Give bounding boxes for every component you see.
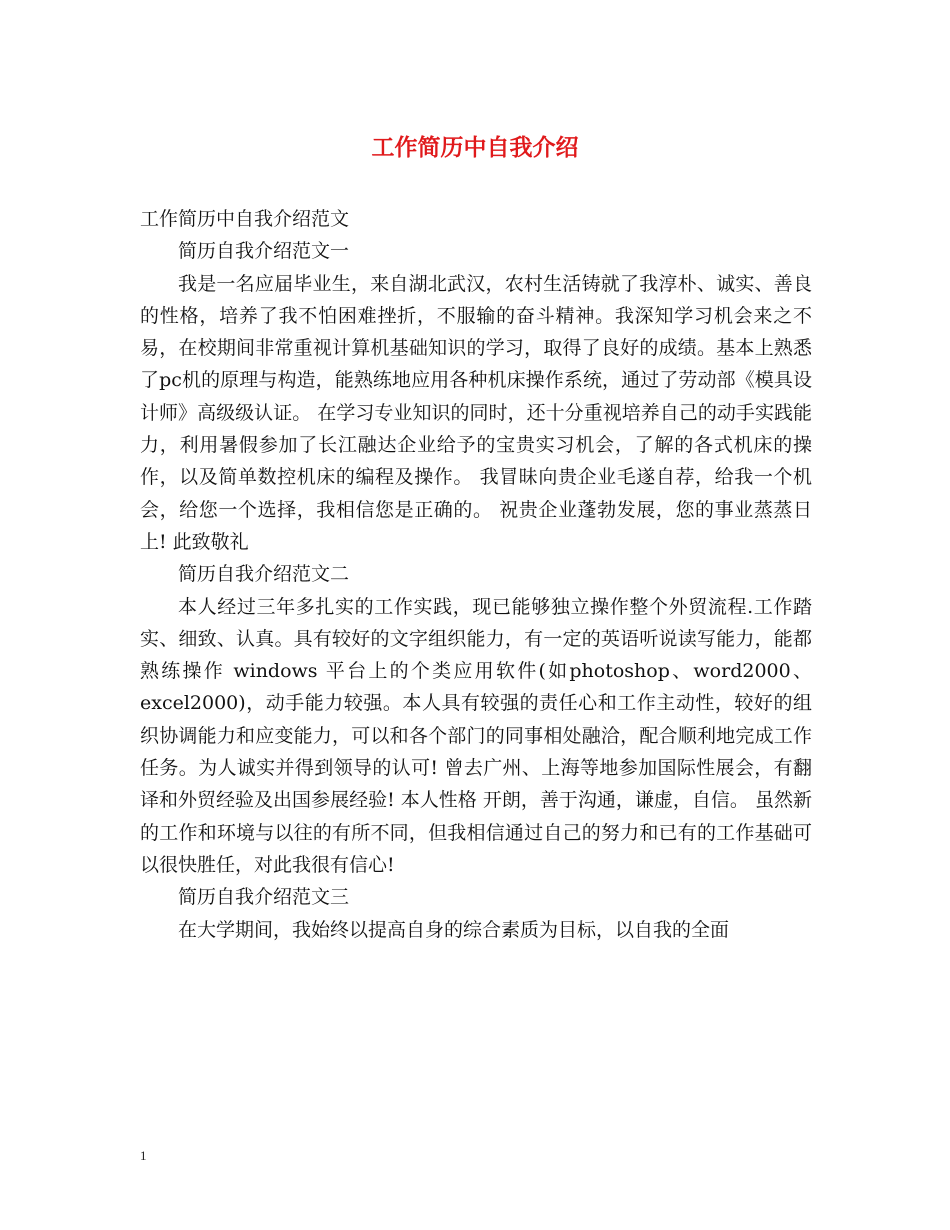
paragraph-3: 在大学期间，我始终以提高自身的综合素质为目标，以自我的全面 (178, 918, 730, 941)
paragraph-1: 我是一名应届毕业生，来自湖北武汉，农村生活铸就了我淳朴、诚实、善良的性格，培养了我不怕困难挫折，不服输的奋斗精神。我深知学习机会来之不易，在校期间非常重视计算机基础知识的学习，取得了良好的成绩。基本上熟悉了pc机的原理与构造，能熟练地应用各种机床操作系统，通过了劳动部《模具设计师》高级级认证。 在学习专业知识的同时，还十分重视培养自己的动手实践能力，利用暑假参加了长江融达企业给予的宝贵实习机会，了解的各式机床的操作，以及简单数控机床的编程及操作。 我冒昧向贵企业毛遂自荐，给我一个机会，给您一个选择，我相信您是正确的。 祝贵企业蓬勃发展，您的事业蒸蒸日上! 此致敬礼 (140, 272, 812, 553)
document-title: 工作简历中自我介绍 (371, 134, 579, 161)
section-heading-3: 简历自我介绍范文三 (178, 886, 350, 909)
paragraph-heading: 工作简历中自我介绍范文 (140, 208, 350, 230)
section-heading-1: 简历自我介绍范文一 (178, 240, 350, 263)
section-heading-2: 简历自我介绍范文二 (178, 563, 350, 586)
page-number: 1 (140, 1148, 147, 1163)
document-body (140, 203, 812, 946)
paragraph-2: 本人经过三年多扎实的工作实践，现已能够独立操作整个外贸流程.工作踏实、细致、认真。具有较好的文字组织能力，有一定的英语听说读写能力，能都熟练操作 windows 平台上的个类应用软件(如photoshop、word2000、excel2000)，动手能力较强。本人具有较强的责任心和工作主动性，较好的组织协调能力和应变能力，可以和各个部门的同事相处融洽，配合顺利地完成工作任务。为人诚实并得到领导的认可! 曾去广州、上海等地参加国际性展会，有翻译和外贸经验及出国参展经验! 本人性格 开朗，善于沟通，谦虚，自信。 虽然新的工作和环境与以往的有所不同，但我相信通过自己的努力和已有的工作基础可以很快胜任，对此我很有信心! (140, 595, 812, 876)
